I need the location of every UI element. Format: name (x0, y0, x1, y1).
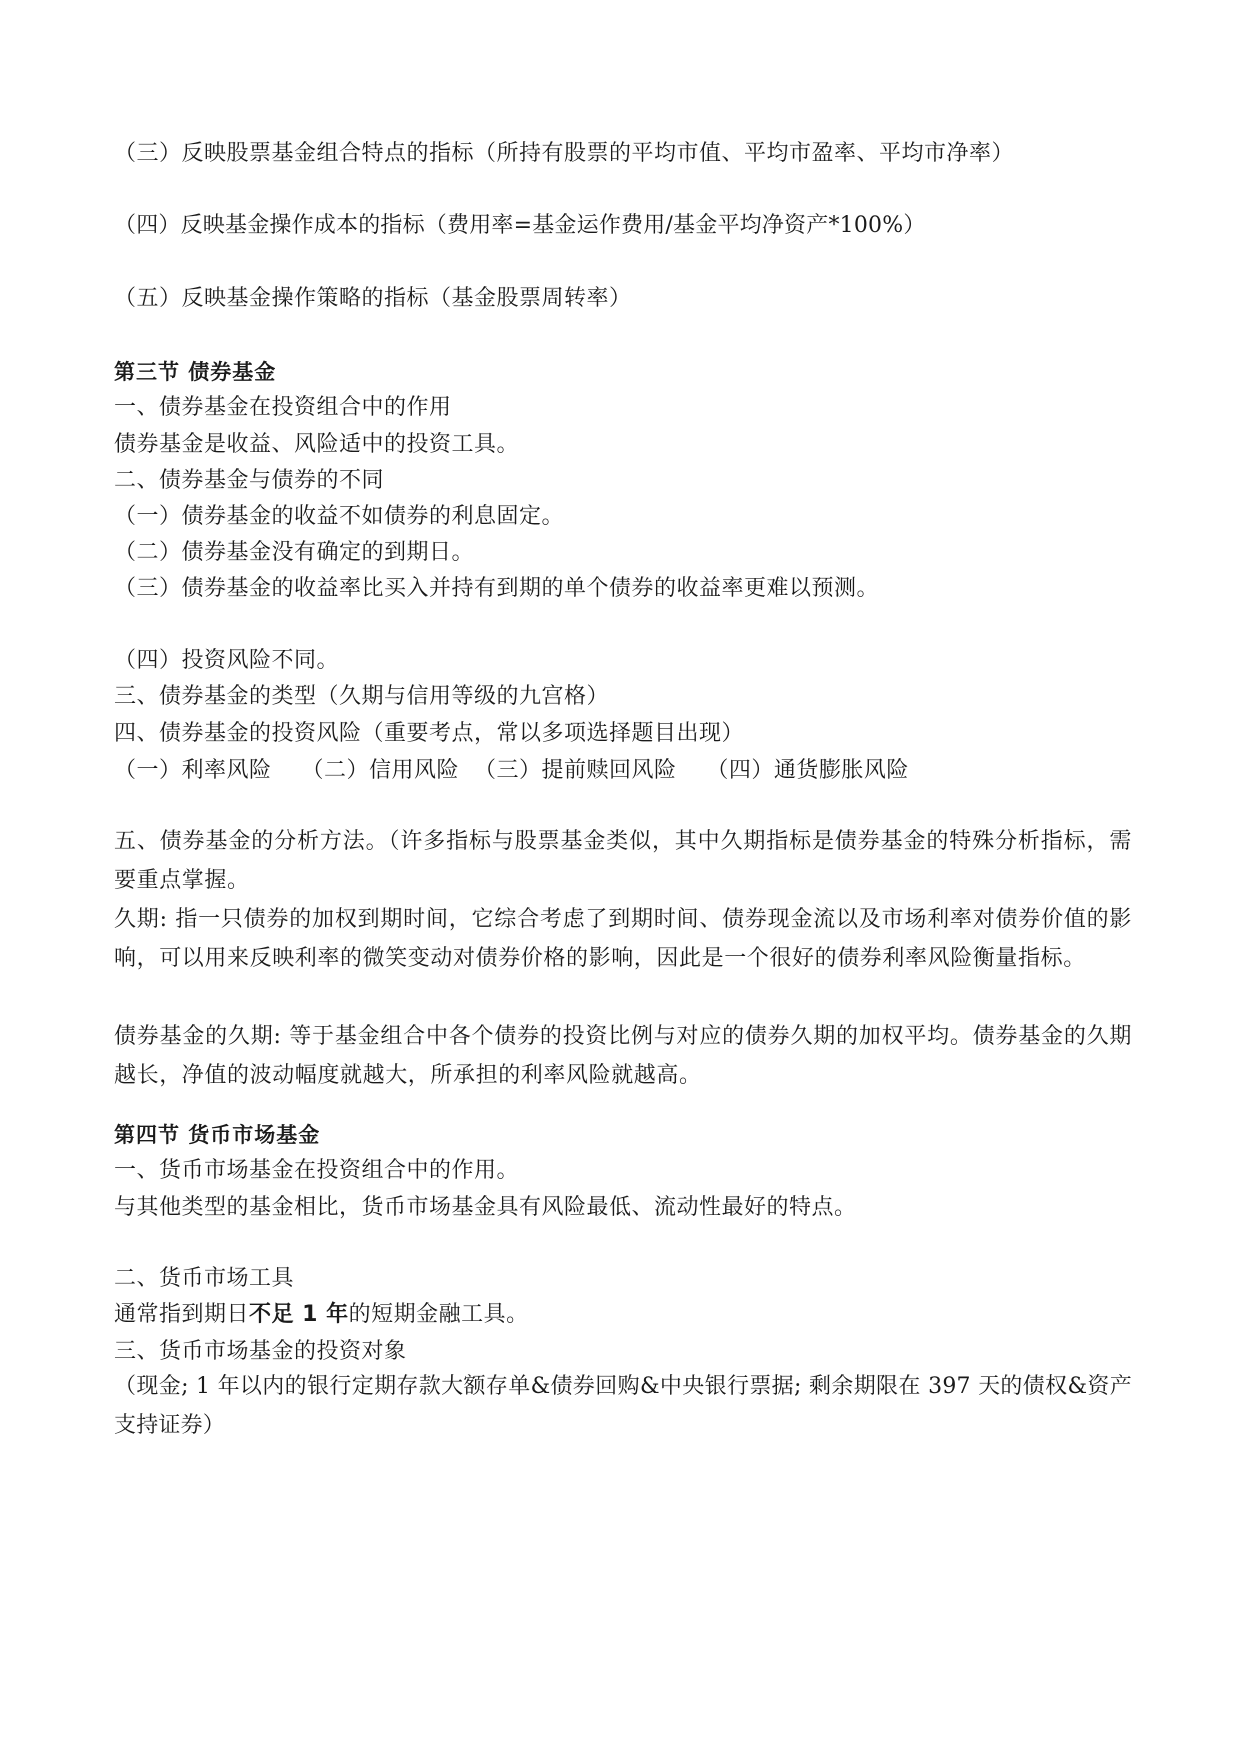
subheading-mm-instruments: 二、货币市场工具 (114, 1266, 295, 1291)
item-bond-diff-1: （一）债券基金的收益不如债券的利息固定。 (114, 504, 565, 529)
subheading-bond-vs-fund: 二、债券基金与债券的不同 (114, 468, 385, 493)
item-bond-diff-3: （三）债券基金的收益率比买入并持有到期的单个债券的收益率更难以预测。 (114, 576, 880, 601)
subheading-bond-role: 一、债券基金在投资组合中的作用 (114, 395, 452, 420)
paragraph-bond-analysis: 五、债券基金的分析方法。（许多指标与股票基金类似，其中久期指标是债券基金的特殊分析指标，需要重点掌握。 (114, 829, 1132, 893)
item-fund-operating-cost-indicator: （四）反映基金操作成本的指标（费用率=基金运作费用/基金平均净资产*100%） (114, 213, 926, 238)
item-stock-fund-portfolio-indicator: （三）反映股票基金组合特点的指标（所持有股票的平均市值、平均市盈率、平均市净率） (114, 141, 1015, 166)
text-mmf-role: 与其他类型的基金相比，货币市场基金具有风险最低、流动性最好的特点。 (114, 1195, 857, 1220)
text-bond-role: 债券基金是收益、风险适中的投资工具。 (114, 432, 520, 457)
item-bond-diff-2: （二）债券基金没有确定的到期日。 (114, 540, 475, 565)
list-bond-risks: （一）利率风险 （二）信用风险 （三）提前赎回风险 （四）通货膨胀风险 (114, 758, 909, 783)
subheading-mmf-investment-targets: 三、货币市场基金的投资对象 (114, 1339, 407, 1364)
item-fund-strategy-indicator: （五）反映基金操作策略的指标（基金股票周转率） (114, 286, 632, 311)
subheading-bond-types: 三、债券基金的类型（久期与信用等级的九宫格） (114, 684, 610, 709)
item-bond-diff-4: （四）投资风险不同。 (114, 648, 340, 673)
paragraph-duration-definition: 久期: 指一只债券的加权到期时间，它综合考虑了到期时间、债券现金流以及市场利率对债券价值的影响，可以用来反映利率的微笑变动对债券价格的影响，因此是一个很好的债券利率风险衡量指标。 (114, 907, 1132, 971)
section-heading-bond-fund: 第三节 债券基金 (114, 360, 277, 384)
mm-instruments-suffix: 的短期金融工具。 (348, 1302, 529, 1327)
paragraph-mmf-investment-targets: （现金; 1 年以内的银行定期存款大额存单&债券回购&中央银行票据; 剩余期限在 397 天的债权&资产支持证券） (114, 1374, 1132, 1438)
mm-instruments-emphasis: 不足 1 年 (249, 1302, 349, 1327)
section-heading-money-market-fund: 第四节 货币市场基金 (114, 1123, 321, 1147)
mm-instruments-prefix: 通常指到期日 (114, 1302, 250, 1327)
document-page (114, 0, 1132, 1754)
subheading-bond-risks: 四、债券基金的投资风险（重要考点，常以多项选择题目出现） (114, 721, 745, 746)
paragraph-bond-fund-duration: 债券基金的久期: 等于基金组合中各个债券的投资比例与对应的债券久期的加权平均。债券基金的久期越长，净值的波动幅度就越大，所承担的利率风险就越高。 (114, 1024, 1132, 1088)
text-mm-instruments (114, 1300, 529, 1330)
subheading-mmf-role: 一、货币市场基金在投资组合中的作用。 (114, 1158, 520, 1183)
